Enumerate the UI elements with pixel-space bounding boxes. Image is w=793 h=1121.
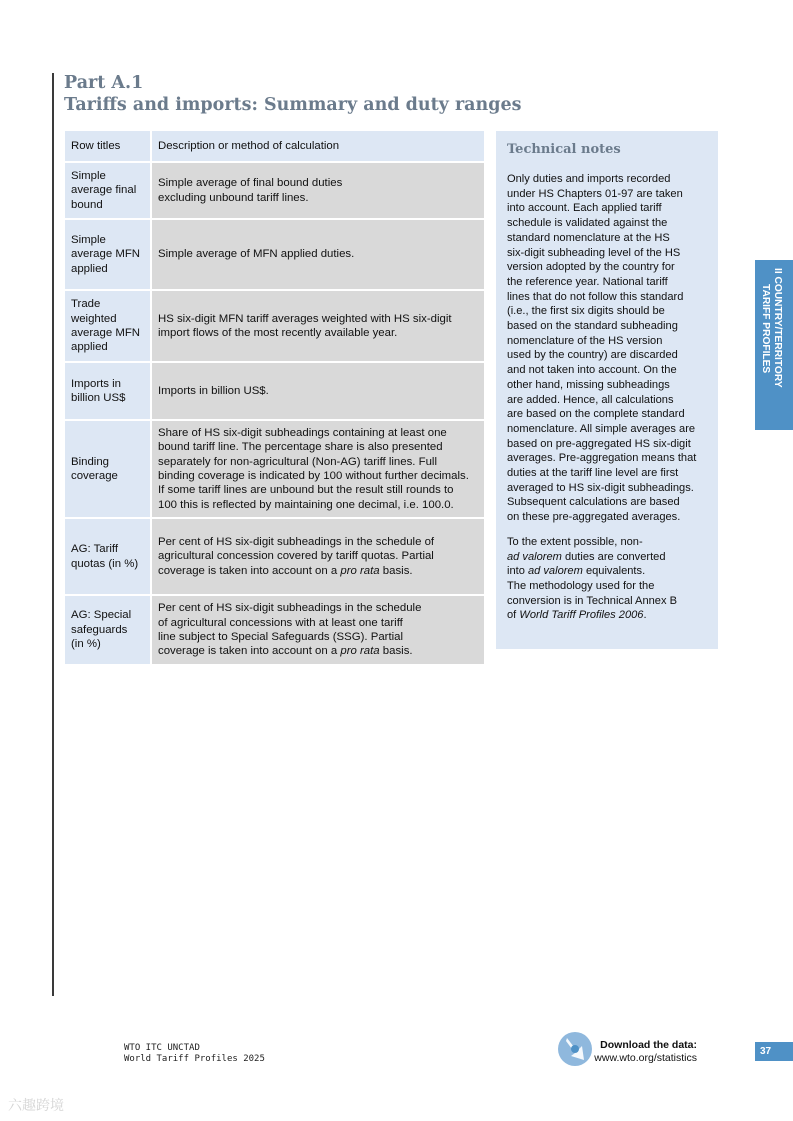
table-row xyxy=(65,595,484,665)
row-title: Imports in billion US$ xyxy=(65,362,151,420)
table-header-row xyxy=(65,131,484,162)
watermark: 六趣跨境 xyxy=(8,1097,64,1113)
row-description: HS six-digit MFN tariff averages weighted with HS six-digit import flows of the most recently available year. xyxy=(151,290,484,362)
row-description: Share of HS six-digit subheadings containing at least one bound tariff line. The percentage share is also presented separately for non-agricultural (Non-AG) tariff lines. Full binding coverage is indicated by 100 without further decimals. If some tariff lines are unbound but the result still rounds to 100 this is reflected by maintaining one decimal, i.e. 100.0. xyxy=(151,420,484,518)
definitions-table xyxy=(65,131,484,666)
row-description: Per cent of HS six-digit subheadings in the schedule of agricultural concession covered by tariff quotas. Partial coverage is taken into account on a pro rata basis. xyxy=(151,518,484,595)
column-header-row-titles: Row titles xyxy=(65,131,151,162)
download-block xyxy=(592,1039,697,1065)
footer-title: World Tariff Profiles 2025 xyxy=(124,1054,265,1064)
table-row xyxy=(65,162,484,219)
row-description: Per cent of HS six-digit subheadings in the schedule of agricultural concessions with at least one tariff line subject to Special Safeguards (SSG). Partial coverage is taken into account on a pro rata basis. xyxy=(151,595,484,665)
row-description: Simple average of MFN applied duties. xyxy=(151,219,484,290)
row-title: Simple average final bound xyxy=(65,162,151,219)
table-row xyxy=(65,518,484,595)
row-title: Binding coverage xyxy=(65,420,151,518)
download-title: Download the data: xyxy=(600,1039,697,1051)
margin-rule xyxy=(52,73,54,996)
section-tab-label: TARIFF PROFILES xyxy=(760,284,771,374)
footer-publication xyxy=(124,1043,265,1065)
section-tab xyxy=(755,260,793,430)
technical-notes-panel xyxy=(496,131,718,649)
row-title: AG: Special safeguards (in %) xyxy=(65,595,151,665)
table-row xyxy=(65,219,484,290)
technical-notes-title: Technical notes xyxy=(507,142,621,157)
table-row xyxy=(65,362,484,420)
download-link[interactable]: www.wto.org/statistics xyxy=(594,1052,697,1064)
row-title: AG: Tariff quotas (in %) xyxy=(65,518,151,595)
table-row xyxy=(65,420,484,518)
row-title: Simple average MFN applied xyxy=(65,219,151,290)
page-number: 37 xyxy=(755,1042,793,1061)
column-header-description: Description or method of calculation xyxy=(151,131,484,162)
row-description: Imports in billion US$. xyxy=(151,362,484,420)
technical-notes-paragraph: Only duties and imports recorded under HS Chapters 01-97 are taken into account. Each applied tariff schedule is validated against the standard nomenclature at the HS six-digit subheading level of the HS version adopted by the country for the reference year. National tariff lines that do not follow this standard (i.e., the first six digits should be based on the standard subheading nomenclature of the HS version used by the country) are discarded and not taken into account. On the other hand, missing subheadings are added. Hence, all calculations are based on the complete standard nomenclature. All simple averages are based on pre-aggregated HS six-digit averages. Pre-aggregation means that duties at the tariff line level are first averaged to HS six-digit subheadings. Subsequent calculations are based on these pre-aggregated averages. xyxy=(507,173,697,524)
row-description: Simple average of final bound duties excluding unbound tariff lines. xyxy=(151,162,484,219)
part-label: Part A.1 xyxy=(64,73,144,93)
table-row xyxy=(65,290,484,362)
row-title: Trade weighted average MFN applied xyxy=(65,290,151,362)
footer-org: WTO ITC UNCTAD xyxy=(124,1043,200,1053)
page-title: Tariffs and imports: Summary and duty ranges xyxy=(64,95,522,115)
technical-notes-paragraph: To the extent possible, non- ad valorem duties are converted into ad valorem equivalents. The methodology used for the conversion is in Technical Annex B of World Tariff Profiles 2006. xyxy=(507,535,677,622)
section-tab-label: II COUNTRY/TERRITORY xyxy=(772,268,783,388)
download-icon xyxy=(558,1032,592,1066)
